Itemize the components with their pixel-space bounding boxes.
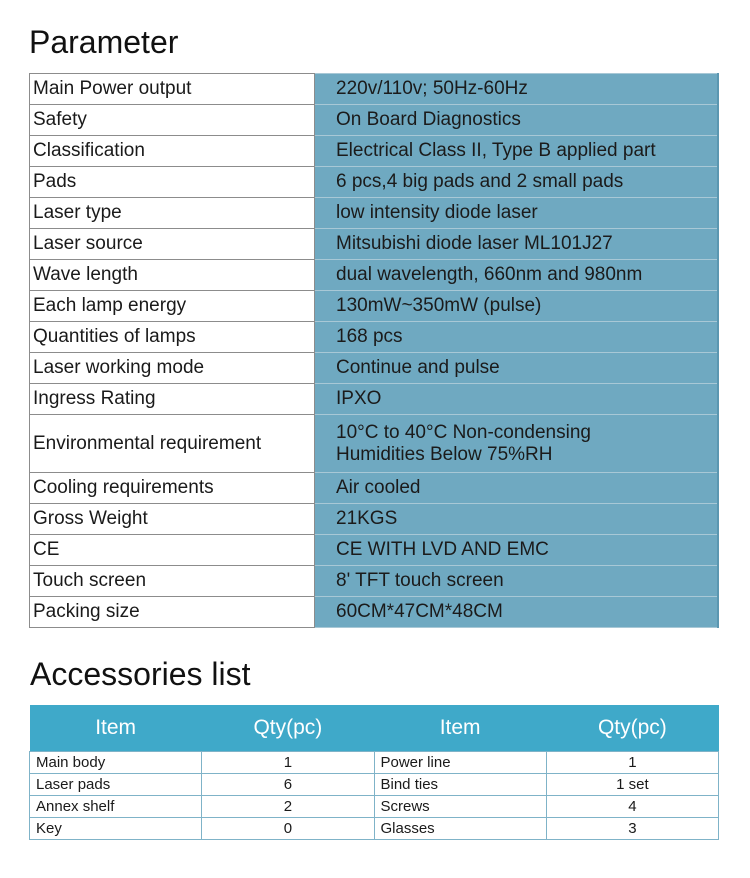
param-key: Quantities of lamps bbox=[30, 322, 315, 353]
table-row bbox=[30, 504, 719, 535]
qty-cell: 3 bbox=[546, 818, 718, 840]
column-header-qty: Qty(pc) bbox=[546, 705, 718, 752]
param-value: CE WITH LVD AND EMC bbox=[315, 535, 719, 566]
table-row bbox=[30, 566, 719, 597]
accessories-title: Accessories list bbox=[30, 656, 251, 692]
item-cell: Screws bbox=[374, 796, 546, 818]
param-value: 130mW~350mW (pulse) bbox=[315, 291, 719, 322]
table-row bbox=[30, 229, 719, 260]
table-row bbox=[30, 322, 719, 353]
param-key: Packing size bbox=[30, 597, 315, 628]
accessories-table bbox=[29, 705, 719, 840]
table-row bbox=[30, 198, 719, 229]
param-value: low intensity diode laser bbox=[315, 198, 719, 229]
table-row bbox=[30, 415, 719, 473]
param-value: 8' TFT touch screen bbox=[315, 566, 719, 597]
param-value: Continue and pulse bbox=[315, 353, 719, 384]
qty-cell: 1 bbox=[546, 752, 718, 774]
table-row bbox=[30, 167, 719, 198]
param-key: Gross Weight bbox=[30, 504, 315, 535]
item-cell: Annex shelf bbox=[30, 796, 202, 818]
table-row bbox=[30, 535, 719, 566]
table-row bbox=[30, 291, 719, 322]
param-key: Main Power output bbox=[30, 74, 315, 105]
column-header-item: Item bbox=[30, 705, 202, 752]
param-value bbox=[315, 415, 719, 473]
table-row bbox=[30, 818, 719, 840]
param-key: Pads bbox=[30, 167, 315, 198]
table-row bbox=[30, 105, 719, 136]
param-key: Laser working mode bbox=[30, 353, 315, 384]
item-cell: Key bbox=[30, 818, 202, 840]
table-row bbox=[30, 597, 719, 628]
param-value: 21KGS bbox=[315, 504, 719, 535]
item-cell: Power line bbox=[374, 752, 546, 774]
param-value: On Board Diagnostics bbox=[315, 105, 719, 136]
qty-cell: 1 bbox=[202, 752, 374, 774]
table-row bbox=[30, 74, 719, 105]
param-key: Cooling requirements bbox=[30, 473, 315, 504]
param-key: Classification bbox=[30, 136, 315, 167]
param-key: Wave length bbox=[30, 260, 315, 291]
qty-cell: 4 bbox=[546, 796, 718, 818]
parameter-title: Parameter bbox=[29, 24, 179, 60]
table-row bbox=[30, 384, 719, 415]
item-cell: Bind ties bbox=[374, 774, 546, 796]
param-value: 6 pcs,4 big pads and 2 small pads bbox=[315, 167, 719, 198]
param-key: Safety bbox=[30, 105, 315, 136]
parameter-table bbox=[29, 73, 719, 628]
param-value: 220v/110v; 50Hz-60Hz bbox=[315, 74, 719, 105]
item-cell: Main body bbox=[30, 752, 202, 774]
param-key: Laser source bbox=[30, 229, 315, 260]
param-value: IPXO bbox=[315, 384, 719, 415]
column-header-qty: Qty(pc) bbox=[202, 705, 374, 752]
param-value: Electrical Class II, Type B applied part bbox=[315, 136, 719, 167]
table-row bbox=[30, 752, 719, 774]
param-value: dual wavelength, 660nm and 980nm bbox=[315, 260, 719, 291]
table-header-row bbox=[30, 705, 719, 752]
item-cell: Glasses bbox=[374, 818, 546, 840]
param-key: Each lamp energy bbox=[30, 291, 315, 322]
param-key: Touch screen bbox=[30, 566, 315, 597]
qty-cell: 6 bbox=[202, 774, 374, 796]
item-cell: Laser pads bbox=[30, 774, 202, 796]
param-key: Laser type bbox=[30, 198, 315, 229]
qty-cell: 0 bbox=[202, 818, 374, 840]
param-value: Mitsubishi diode laser ML101J27 bbox=[315, 229, 719, 260]
qty-cell: 2 bbox=[202, 796, 374, 818]
table-row bbox=[30, 353, 719, 384]
param-value-line2: Humidities Below 75%RH bbox=[336, 443, 553, 465]
table-row bbox=[30, 260, 719, 291]
param-value: 60CM*47CM*48CM bbox=[315, 597, 719, 628]
column-header-item: Item bbox=[374, 705, 546, 752]
param-key: Environmental requirement bbox=[30, 415, 315, 473]
table-row bbox=[30, 473, 719, 504]
param-key: CE bbox=[30, 535, 315, 566]
qty-cell: 1 set bbox=[546, 774, 718, 796]
table-row bbox=[30, 796, 719, 818]
table-row bbox=[30, 136, 719, 167]
param-value: 168 pcs bbox=[315, 322, 719, 353]
table-row bbox=[30, 774, 719, 796]
param-value: Air cooled bbox=[315, 473, 719, 504]
param-value-line1: 10°C to 40°C Non-condensing bbox=[336, 421, 591, 443]
param-key: Ingress Rating bbox=[30, 384, 315, 415]
